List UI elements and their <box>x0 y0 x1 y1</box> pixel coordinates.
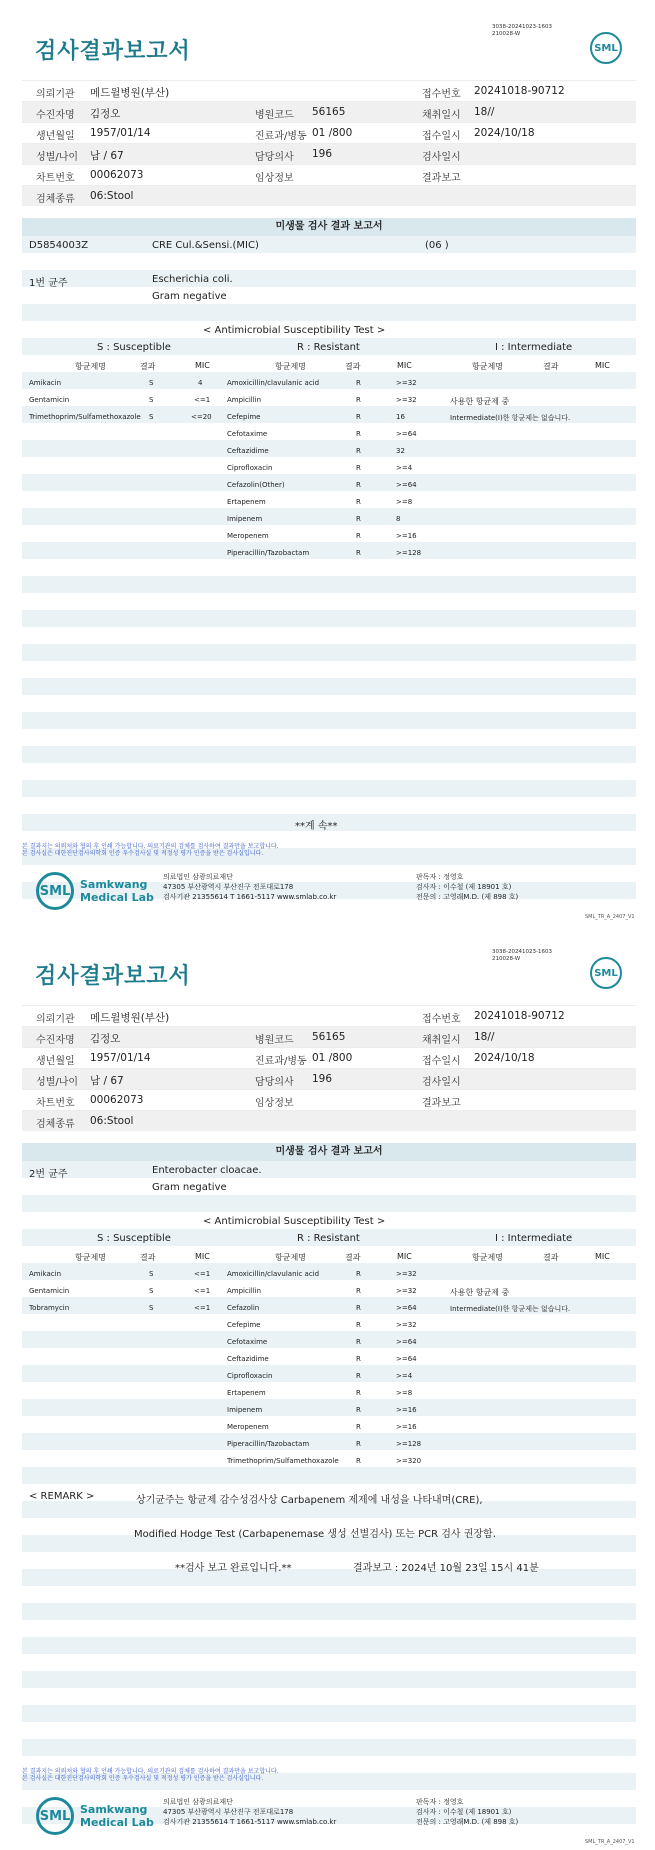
drug-name: Ceftazidime <box>227 1355 269 1363</box>
drug-name: Amoxicillin/clavulanic acid <box>227 379 320 387</box>
drug-result: R <box>356 1321 361 1329</box>
drug-result: R <box>356 481 361 489</box>
col-header-drug: 항균제명 <box>275 362 306 371</box>
lab-address: 의료법인 삼광의료재단 47305 부산광역시 부산진구 전포대로178 검사기관 21355614 T 1661-5117 www.smlab.co.kr <box>163 1798 337 1826</box>
continued-marker: **계 속** <box>295 821 338 832</box>
drug-name: Imipenem <box>227 515 263 523</box>
drug-name: Cefotaxime <box>227 430 268 438</box>
drug-mic: <=20 <box>191 413 212 421</box>
drug-result: S <box>149 413 154 421</box>
drug-mic: >=32 <box>396 379 417 387</box>
legend-r: R : Resistant <box>297 342 360 353</box>
page-title: 검사결과보고서 <box>35 964 191 989</box>
report-page-2 <box>0 925 655 1850</box>
drug-result: R <box>356 1372 361 1380</box>
col-header-result: 결과 <box>543 1253 559 1262</box>
drug-result: R <box>356 1355 361 1363</box>
drug-name: Tobramycin <box>29 1304 70 1312</box>
doc-code: 3038-20241023-1603 210028-W <box>492 949 552 962</box>
lab-name: Samkwang Medical Lab <box>80 1803 154 1829</box>
col-header-mic: MIC <box>595 1252 610 1261</box>
drug-name: Cefazolin(Other) <box>227 481 285 489</box>
drug-mic: <=1 <box>194 1287 211 1295</box>
drug-result: R <box>356 464 361 472</box>
drug-result: R <box>356 430 361 438</box>
lab-address: 의료법인 삼광의료재단 47305 부산광역시 부산진구 전포대로178 검사기관 21355614 T 1661-5117 www.smlab.co.kr <box>163 873 337 901</box>
drug-result: R <box>356 396 361 404</box>
drug-result: S <box>149 1270 154 1278</box>
patient-header: 의뢰기관 메드윌병원(부산) 접수번호 20241018-90712 수진자명 김정오 병원코드 56165 채취일시 18// 생년월일 1957/01/14 진료과/병동 01 /800 접수일시 2024/10/18 성별/나이 남 / 67 담당의사 196 검사일시 차트번호 00062073 임상정보 결과보고 검체종류 06:Stool <box>22 80 636 206</box>
legend-s: S : Susceptible <box>97 342 171 353</box>
drug-result: R <box>356 515 361 523</box>
col-header-mic: MIC <box>195 1252 210 1261</box>
col-header-drug: 항균제명 <box>75 1253 106 1262</box>
drug-result: R <box>356 1457 361 1465</box>
drug-result: R <box>356 1406 361 1414</box>
drug-name: Ertapenem <box>227 498 266 506</box>
report-complete: **검사 보고 완료입니다.** <box>175 1563 292 1574</box>
patient-header: 의뢰기관 메드윌병원(부산) 접수번호 20241018-90712 수진자명 김정오 병원코드 56165 채취일시 18// 생년월일 1957/01/14 진료과/병동 01 /800 접수일시 2024/10/18 성별/나이 남 / 67 담당의사 196 검사일시 차트번호 00062073 임상정보 결과보고 검체종류 06:Stool <box>22 1005 636 1131</box>
drug-mic: >=16 <box>396 532 417 540</box>
page-title: 검사결과보고서 <box>35 39 191 64</box>
drug-mic: <=1 <box>194 396 211 404</box>
drug-name: Ampicillin <box>227 1287 262 1295</box>
col-header-result: 결과 <box>345 362 361 371</box>
col-header-result: 결과 <box>140 362 156 371</box>
intermediate-note: 사용한 항균제 중 <box>450 397 510 406</box>
drug-name: Imipenem <box>227 1406 263 1414</box>
organism: Escherichia coli. <box>152 274 233 285</box>
drug-mic: >=64 <box>396 1338 417 1346</box>
remark-text: Modified Hodge Test (Carbapenemase 생성 선별검사) 또는 PCR 검사 권장함. <box>134 1529 496 1540</box>
col-header-mic: MIC <box>397 361 412 370</box>
drug-mic: >=64 <box>396 430 417 438</box>
col-header-result: 결과 <box>345 1253 361 1262</box>
drug-name: Trimethoprim/Sulfamethoxazole <box>227 1457 339 1465</box>
isolate-label: 2번 균주 <box>29 1169 68 1180</box>
drug-name: Ertapenem <box>227 1389 266 1397</box>
legend-i: I : Intermediate <box>495 342 573 353</box>
drug-name: Meropenem <box>227 1423 269 1431</box>
drug-result: R <box>356 447 361 455</box>
drug-mic: 8 <box>396 515 401 523</box>
samkwang-logo-icon: SML <box>36 872 74 910</box>
drug-result: S <box>149 396 154 404</box>
drug-result: S <box>149 1287 154 1295</box>
drug-name: Gentamicin <box>29 1287 70 1295</box>
drug-mic: 32 <box>396 447 405 455</box>
drug-mic: >=16 <box>396 1406 417 1414</box>
footer-notice: 본 결과지는 의뢰처와 협의 후 인쇄 가능합니다. 의료기관의 검체를 검사하여 결과만을 보고합니다. 본 검사실은 대한진단검사의학회 인증 우수검사실 및 적정성 평가 인증을 받은 검사실입니다. <box>22 843 279 857</box>
ast-title: < Antimicrobial Susceptibility Test > <box>203 325 386 336</box>
drug-result: R <box>356 1270 361 1278</box>
col-header-result: 결과 <box>140 1253 156 1262</box>
drug-name: Piperacillin/Tazobactam <box>227 549 310 557</box>
footer-notice: 본 결과지는 의뢰처와 협의 후 인쇄 가능합니다. 의료기관의 검체를 검사하여 결과만을 보고합니다. 본 검사실은 대한진단검사의학회 인증 우수검사실 및 적정성 평가 인증을 받은 검사실입니다. <box>22 1768 279 1782</box>
samkwang-logo-icon: SML <box>36 1797 74 1835</box>
section-title: 미생물 검사 결과 보고서 <box>22 218 636 236</box>
drug-name: Amikacin <box>29 1270 62 1278</box>
drug-mic: >=64 <box>396 1355 417 1363</box>
col-header-result: 결과 <box>543 362 559 371</box>
drug-result: R <box>356 1440 361 1448</box>
drug-name: Amoxicillin/clavulanic acid <box>227 1270 320 1278</box>
drug-name: Ciprofloxacin <box>227 464 273 472</box>
drug-name: Ciprofloxacin <box>227 1372 273 1380</box>
drug-mic: >=4 <box>396 464 413 472</box>
intermediate-note: Intermediate(I)한 항균제는 없습니다. <box>450 414 571 422</box>
legend-r: R : Resistant <box>297 1233 360 1244</box>
drug-mic: >=128 <box>396 549 422 557</box>
drug-name: Ceftazidime <box>227 447 269 455</box>
drug-mic: 4 <box>198 379 203 387</box>
col-header-mic: MIC <box>595 361 610 370</box>
drug-result: S <box>149 1304 154 1312</box>
drug-mic: >=4 <box>396 1372 413 1380</box>
drug-name: Piperacillin/Tazobactam <box>227 1440 310 1448</box>
ast-title: < Antimicrobial Susceptibility Test > <box>203 1216 386 1227</box>
drug-name: Gentamicin <box>29 396 70 404</box>
section-title: 미생물 검사 결과 보고서 <box>22 1143 636 1161</box>
isolate-label: 1번 균주 <box>29 278 68 289</box>
drug-name: Cefepime <box>227 1321 261 1329</box>
sml-logo: SML <box>590 32 622 64</box>
drug-result: R <box>356 498 361 506</box>
drug-mic: >=32 <box>396 1270 417 1278</box>
intermediate-note: Intermediate(I)한 항균제는 없습니다. <box>450 1305 571 1313</box>
drug-mic: 16 <box>396 413 405 421</box>
organism: Enterobacter cloacae. <box>152 1165 262 1176</box>
drug-mic: >=32 <box>396 396 417 404</box>
col-header-drug: 항균제명 <box>472 362 503 371</box>
intermediate-note: 사용한 항균제 중 <box>450 1288 510 1297</box>
legend-s: S : Susceptible <box>97 1233 171 1244</box>
drug-name: Meropenem <box>227 532 269 540</box>
drug-result: R <box>356 532 361 540</box>
drug-result: R <box>356 379 361 387</box>
drug-name: Trimethoprim/Sulfamethoxazole <box>29 413 141 421</box>
doc-number: SML_TR_A_2407_V1 <box>585 914 635 920</box>
drug-mic: >=32 <box>396 1321 417 1329</box>
report-time: 결과보고 : 2024년 10월 23일 15시 41분 <box>353 1563 539 1574</box>
drug-result: R <box>356 1287 361 1295</box>
drug-name: Ampicillin <box>227 396 262 404</box>
drug-result: S <box>149 379 154 387</box>
drug-result: R <box>356 549 361 557</box>
col-header-drug: 항균제명 <box>472 1253 503 1262</box>
doc-number: SML_TR_A_2407_V1 <box>585 1839 635 1845</box>
drug-mic: >=64 <box>396 1304 417 1312</box>
gram-stain: Gram negative <box>152 291 227 302</box>
col-header-mic: MIC <box>195 361 210 370</box>
legend-i: I : Intermediate <box>495 1233 573 1244</box>
drug-result: R <box>356 1423 361 1431</box>
drug-mic: >=8 <box>396 498 413 506</box>
gram-stain: Gram negative <box>152 1182 227 1193</box>
drug-result: R <box>356 1389 361 1397</box>
drug-mic: >=64 <box>396 481 417 489</box>
drug-name: Cefepime <box>227 413 261 421</box>
drug-mic: >=32 <box>396 1287 417 1295</box>
test-num: (06 ) <box>425 240 449 251</box>
col-header-mic: MIC <box>397 1252 412 1261</box>
drug-result: R <box>356 413 361 421</box>
drug-mic: >=320 <box>396 1457 422 1465</box>
drug-mic: >=8 <box>396 1389 413 1397</box>
drug-name: Cefotaxime <box>227 1338 268 1346</box>
test-code: D5854003Z <box>29 240 89 251</box>
drug-mic: <=1 <box>194 1270 211 1278</box>
drug-mic: >=128 <box>396 1440 422 1448</box>
col-header-drug: 항균제명 <box>275 1253 306 1262</box>
doc-code: 3038-20241023-1603 210028-W <box>492 24 552 37</box>
drug-name: Amikacin <box>29 379 62 387</box>
drug-result: R <box>356 1304 361 1312</box>
signatures: 판독자 : 정영호 검사자 : 이수철 (제 18901 호) 전문의 : 고영래M.D. (제 898 호) <box>416 873 519 901</box>
drug-mic: <=1 <box>194 1304 211 1312</box>
drug-name: Cefazolin <box>227 1304 260 1312</box>
remark-label: < REMARK > <box>29 1491 95 1502</box>
drug-mic: >=16 <box>396 1423 417 1431</box>
lab-name: Samkwang Medical Lab <box>80 878 154 904</box>
signatures: 판독자 : 정영호 검사자 : 이수철 (제 18901 호) 전문의 : 고영래M.D. (제 898 호) <box>416 1798 519 1826</box>
test-name: CRE Cul.&Sensi.(MIC) <box>152 240 259 251</box>
drug-result: R <box>356 1338 361 1346</box>
sml-logo: SML <box>590 957 622 989</box>
col-header-drug: 항균제명 <box>75 362 106 371</box>
remark-text: 상기균주는 항균제 감수성검사상 Carbapenem 제제에 내성을 나타내며(CRE), <box>136 1495 483 1506</box>
